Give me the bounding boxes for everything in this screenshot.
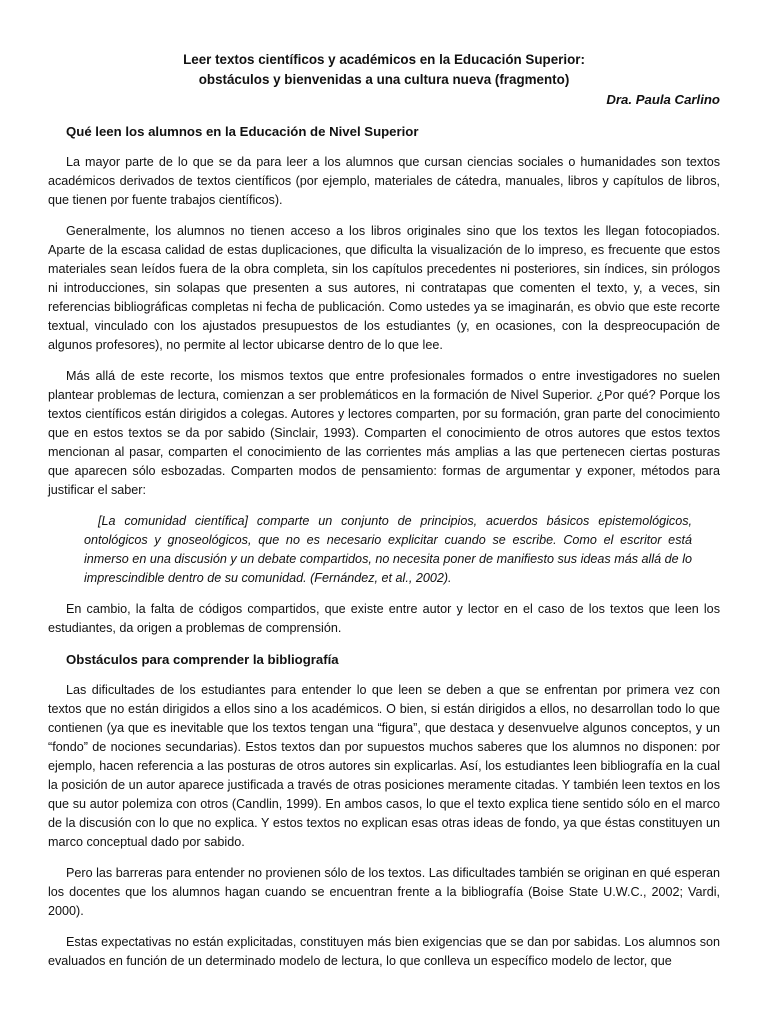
paragraph-5: Las dificultades de los estudiantes para entender lo que leen se deben a que se enfrentan por primera vez con textos que no están dirigidos a ellos sino a los académicos. O bien, si están dirigidos a ellos, no desarrollan todo lo que contienen (ya que es inevitable que los textos tengan una “figura”, que destaca y desenvuelve algunos conceptos, y un “fondo” de nociones secundarias). Estos textos dan por supuestos muchos saberes que los alumnos no disponen: por ejemplo, hacen referencia a las posturas de otros autores sin explicarlas. Así, los estudiantes leen bibliografía en la cual la posición de un autor aparece justificada a través de otras posiciones meramente citadas. Y también leen textos en los que su autor polemiza con otros (Candlin, 1999). En ambos casos, lo que el texto explica tiene sentido sólo en el marco de la discusión con lo que no explica. Y estos textos no explican esas otras ideas de fondo, ya que éstas constituyen un marco conceptual dado por sabido.	[48, 683, 720, 849]
document-title-line-1: Leer textos científicos y académicos en la Educación Superior:	[183, 52, 585, 67]
paragraph-1: La mayor parte de lo que se da para leer a los alumnos que cursan ciencias sociales o humanidades son textos académicos derivados de textos científicos (por ejemplo, materiales de cátedra, manuales, libros y capítulos de libros, que tienen por fuente trabajos científicos).	[48, 155, 720, 207]
paragraph-2: Generalmente, los alumnos no tienen acceso a los libros originales sino que los textos les llegan fotocopiados. Aparte de la escasa calidad de estas duplicaciones, que dificulta la visualización de lo impreso, es frecuente que estos materiales sean leídos fuera de la obra completa, sin los capítulos precedentes ni posteriores, sin índices, sin prólogos ni introducciones, sin solapas que presenten a sus autores, ni contratapas que comenten el texto, y, a veces, sin referencias bibliográficas completas ni fecha de publicación. Como ustedes ya se imaginarán, es obvio que este recorte textual, vinculado con los ajustados presupuestos de los estudiantes (y, en ocasiones, con la despreocupación de algunos profesores), no permite al lector ubicarse dentro de lo que lee.	[48, 224, 720, 352]
paragraph-4: En cambio, la falta de códigos compartidos, que existe entre autor y lector en el caso de los textos que leen los estudiantes, da origen a problemas de comprensión.	[48, 602, 720, 635]
paragraph-6: Pero las barreras para entender no provienen sólo de los textos. Las dificultades también se originan en qué esperan los docentes que los alumnos hagan cuando se encuentran frente a la bibliografía (Boise State U.W.C., 2002; Vardi, 2000).	[48, 866, 720, 918]
document-title-line-2: obstáculos y bienvenidas a una cultura nueva (fragmento)	[198, 72, 570, 87]
paragraph-3: Más allá de este recorte, los mismos textos que entre profesionales formados o entre investigadores no suelen plantear problemas de lectura, comienzan a ser problemáticos en la formación de Nivel Superior. ¿Por qué? Porque los textos científicos están dirigidos a colegas. Autores y lectores comparten, por su formación, gran parte del conocimiento que en estos textos se da por sabido (Sinclair, 1993). Comparten el conocimiento de otros autores que estos textos mencionan al pasar, comparten el conocimiento de las corrientes más amplias a las que pertenecen ciertas posturas que aparecen sólo esbozadas. Comparten modos de pensamiento: formas de argumentar y exponer, métodos para justificar el saber:	[48, 369, 720, 497]
section-heading-que-leen: Qué leen los alumnos en la Educación de Nivel Superior	[66, 124, 419, 139]
document-author: Dra. Paula Carlino	[606, 92, 720, 107]
section-heading-obstaculos: Obstáculos para comprender la bibliografía	[66, 652, 339, 667]
paragraph-7: Estas expectativas no están explicitadas, constituyen más bien exigencias que se dan por sabidas. Los alumnos son evaluados en función de un determinado modelo de lectura, lo que conlleva un específico modelo de lector, que	[48, 935, 720, 968]
block-quote: [La comunidad científica] comparte un conjunto de principios, acuerdos básicos epistemológicos, ontológicos y gnoseológicos, que no es necesario explicitar cuando se escribe. Como el escritor está inmerso en una discusión y un debate compartidos, no necesita poner de manifiesto sus ideas más allá de lo imprescindible dentro de su comunidad. (Fernández, et al., 2002).	[84, 514, 692, 585]
